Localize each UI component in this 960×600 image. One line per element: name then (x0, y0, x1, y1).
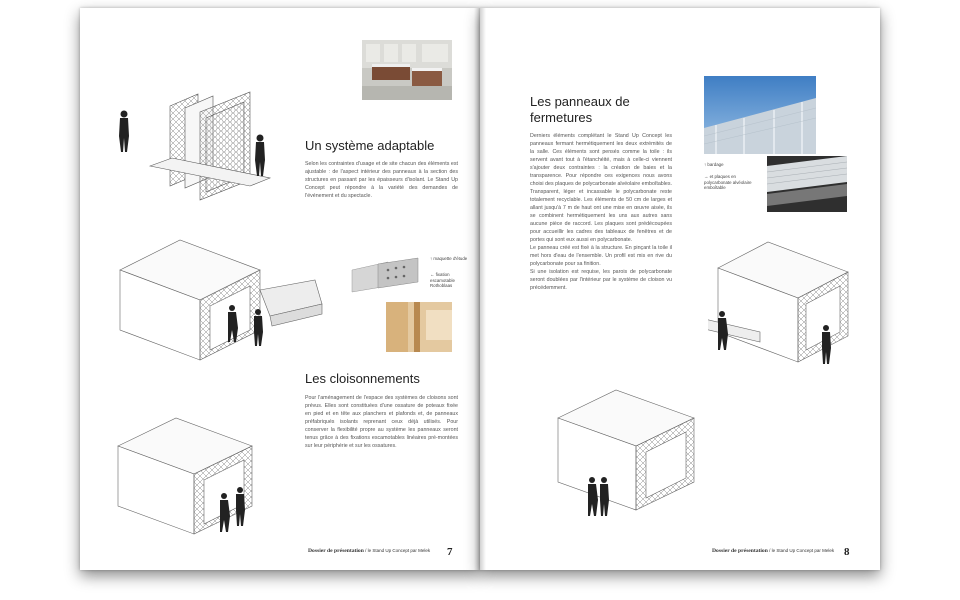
section-text-panneaux (530, 132, 672, 292)
footer-subtitle: / le Stand Up Concept par Melek (769, 548, 835, 553)
section-text-cloisonnements: Pour l'aménagement de l'espace des systèmes de cloisons sont prévus. Elles sont constituées d'une ossature de poteaux fixée en pied et en tête aux planchers et plafonds et, de panneaux préfabriqués isolants reprenant ceux déjà utilisés. Pour conserver la flexibilité propre au système les panneaux seront tenus grâce à des fixations escamotables linéaires pré-montées sur leur périphérie et sur les ossatures. (305, 395, 458, 449)
page-left (80, 8, 480, 570)
module-panels-sketch (110, 230, 325, 370)
caption-maquette: ↑ maquette d'étude (430, 256, 468, 261)
paragraph-2: Le panneau créé est fixé à la structure. En pinçant la toile il met hors d'eau de l'ensemble. Un profil est mis en rive du polycarbonate pour sa finition. (530, 245, 672, 267)
page-number-right: 8 (844, 546, 850, 558)
footer-title: Dossier de présentation (308, 548, 364, 554)
section-title-cloisonnements: Les cloisonnements (305, 371, 420, 386)
book-gutter (474, 8, 486, 570)
bardage-photo (704, 76, 816, 154)
closing-panel-sketch (708, 232, 858, 372)
title-line-2: fermetures (530, 110, 593, 125)
fixation-photo (348, 256, 423, 294)
footer-title: Dossier de présentation (712, 548, 768, 554)
paragraph-3: Si une isolation est requise, les parois de polycarbonate seront doublées par l'intérieur par le système de cloison vu précédemment. (530, 269, 672, 291)
caption-bardage: ↑ bardage (704, 162, 724, 167)
section-title-panneaux (530, 94, 630, 126)
module-partition-sketch (110, 410, 270, 550)
section-title-adaptable: Un système adaptable (305, 138, 435, 153)
section-text-adaptable: Selon les contraintes d'usage et de site chacun des éléments est ajustable : de l'aspect intérieur des panneaux à la section des structures en passant par les épaisseurs d'isolant. Le Stand Up Concept peut répondre à la variété des demandes de l'événement et du spectacle. (305, 161, 458, 199)
footer-left (308, 548, 430, 554)
page-number-left: 7 (447, 546, 453, 558)
caption-plaques: → et plaques en polycarbonate alvéolaire emboîtable (704, 174, 752, 191)
structure-frames-sketch (110, 86, 290, 206)
title-line-1: Les panneaux de (530, 94, 630, 109)
polycarbonate-photo (767, 156, 847, 212)
paragraph-1: Derniers éléments complétant le Stand Up Concept les panneaux fermant hermétiquement les deux extrémités de la salle. Ces éléments sont pensés comme la toile : ils servent avant tout à l'étanchéité, mais à celle-ci viennent s'ajouter deux contraintes : la création de baies et la transparence. Pour répondre ces exigences nous avons choisi des plaques de polycarbonate alvéolaire emboîtables. Transparent, léger et incassable le polycarbonate reste totalement recyclable. Les éléments de 50 cm de larges et allant jusqu'à 7 m de haut ont une mise en œuvre aisée, ils se combinent hermétiquement les uns aux autres sans aucune pièce de raccord. Les plaques sont prédécoupées pour accueillir les cadres des tableaux de fenêtres et de portes qui sont eux aussi en polycarbonate. (530, 133, 672, 243)
interior-photo (362, 40, 452, 100)
page-right (480, 8, 880, 570)
module-polycarbonate-sketch (550, 382, 710, 530)
wood-model-photo (386, 302, 452, 352)
caption-fixation: ← fixation escamotable Rothoblaas (430, 272, 455, 289)
footer-subtitle: / le Stand Up Concept par Melek (365, 548, 431, 553)
footer-right (712, 548, 834, 554)
